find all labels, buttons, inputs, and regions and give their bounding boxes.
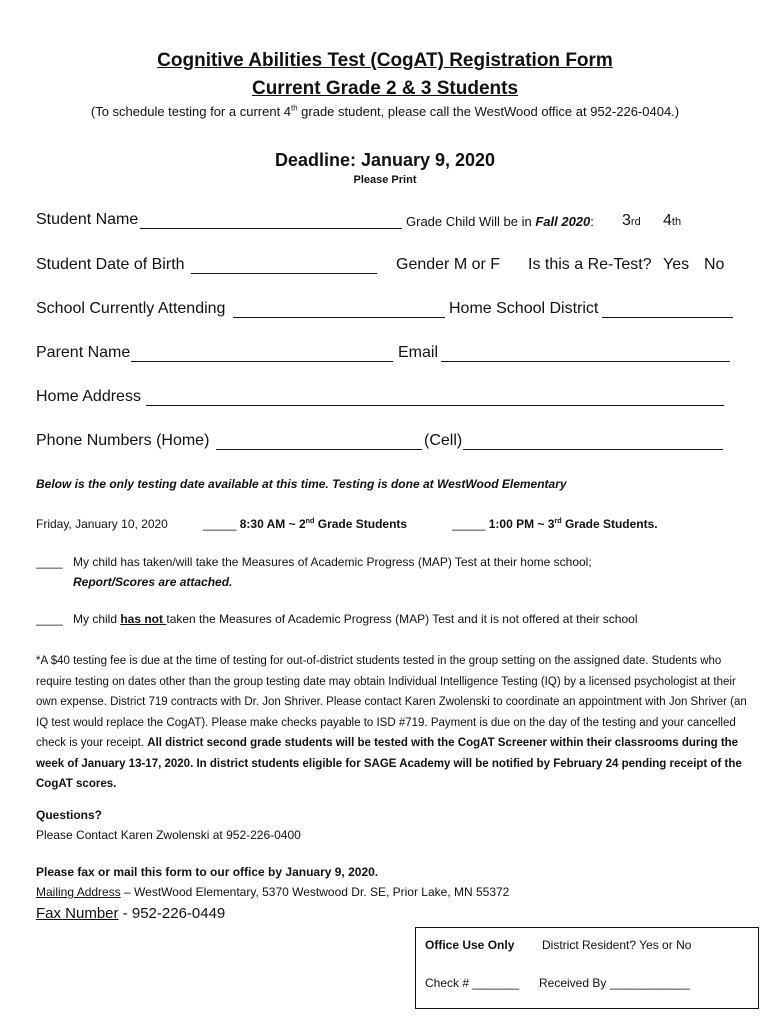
home-district-field[interactable] [602, 317, 733, 318]
testing-date: Friday, January 10, 2020 [36, 517, 168, 531]
header-note-sup: th [291, 103, 298, 113]
slot1-option[interactable] [203, 517, 407, 531]
deadline: Deadline: January 9, 2020 [274, 150, 496, 170]
office-use-title: Office Use Only [425, 938, 515, 952]
fee-text: *A $40 testing fee is due at the time of testing for out-of-district students tested in the group setting on the assigned date. Students who require testing on dates other than the group testing date may obtain Individual Intelligence Testing (IQ) by a licensed psychologist at their own expense. District 719 contracts with Dr. Jon Shriver. Please contact Karen Zwolenski to coordinate an appointment with Jon Shriver (an IQ test would replace the CogAT). Please make checks payable to ISD #719. Payment is due on the day of the testing and your cancelled check is your receipt. [36, 655, 747, 749]
grade-3-option[interactable] [622, 212, 641, 230]
testing-intro: Below is the only testing date available at this time. Testing is done at WestWood Elementary [36, 477, 567, 491]
form-subtitle: Current Grade 2 & 3 Students [251, 78, 519, 99]
map-option2-blank[interactable]: ____ [36, 612, 63, 626]
grade-4-option[interactable] [663, 212, 681, 230]
slot2-time: 1:00 PM ~ 3 [488, 517, 555, 531]
slot2-sup: rd [554, 516, 562, 525]
header-note-pre: (To schedule testing for a current 4 [90, 104, 292, 119]
fee-bold-text: All district second grade students will be tested with the CogAT Screener within their classrooms during the week of January 13-17, 2020. In district students eligible for SAGE Academy will be notified by February 24 pending receipt of the CogAT scores. [36, 737, 742, 790]
grade-fall: Fall 2020 [535, 214, 591, 229]
slot2-option[interactable] [452, 517, 658, 531]
home-district-label: Home School District [449, 300, 599, 317]
fax-label: Fax Number [36, 905, 119, 922]
home-address-field[interactable] [146, 405, 724, 406]
map-option2-text [73, 612, 637, 626]
please-print: Please Print [353, 174, 417, 186]
fax-number [36, 905, 225, 922]
home-address-label: Home Address [36, 388, 141, 405]
district-resident: District Resident? Yes or No [542, 938, 692, 952]
check-number: Check # _______ [425, 976, 520, 990]
cell-label: (Cell) [424, 432, 463, 449]
email-field[interactable] [441, 361, 730, 362]
grade-label [406, 214, 594, 229]
email-label: Email [398, 344, 439, 361]
school-label: School Currently Attending [36, 300, 226, 317]
questions-heading: Questions? [36, 808, 103, 822]
mailing-address [36, 885, 509, 899]
map-option1-text: My child has taken/will take the Measures of Academic Progress (MAP) Test at their home school; [73, 555, 592, 569]
grade-3-number: 3 [622, 212, 631, 229]
slot1-blank[interactable]: _____ [203, 517, 237, 531]
header-note [0, 104, 770, 119]
parent-name-field[interactable] [131, 361, 393, 362]
grade-label-text: Grade Child Will be in [406, 214, 536, 229]
phone-home-field[interactable] [216, 449, 422, 450]
fee-paragraph [36, 651, 748, 795]
cell-field[interactable] [463, 449, 723, 450]
retest-no[interactable]: No [704, 256, 725, 273]
office-use-box [415, 927, 759, 1009]
retest-yes[interactable]: Yes [663, 256, 690, 273]
mailing-value: – WestWood Elementary, 5370 Westwood Dr. SE, Prior Lake, MN 55372 [120, 885, 510, 899]
gender-option[interactable]: Gender M or F [396, 256, 501, 273]
map-option2-post: taken the Measures of Academic Progress (MAP) Test and it is not offered at their school [166, 612, 638, 626]
grade-4-suffix: th [671, 216, 682, 228]
school-field[interactable] [233, 317, 445, 318]
dob-label: Student Date of Birth [36, 256, 185, 273]
mailing-label: Mailing Address [36, 885, 121, 899]
slot2-blank[interactable]: _____ [452, 517, 486, 531]
map-option2-pre: My child [73, 612, 121, 626]
retest-label: Is this a Re-Test? [528, 256, 652, 273]
slot1-label: Grade Students [314, 517, 408, 531]
fax-value: - 952-226-0449 [118, 905, 226, 922]
dob-field[interactable] [191, 273, 377, 274]
form-title: Cognitive Abilities Test (CogAT) Registration Form [157, 50, 613, 71]
header-note-post: grade student, please call the WestWood office at 952-226-0404.) [297, 104, 680, 119]
student-name-field[interactable] [140, 228, 402, 229]
student-name-label: Student Name [36, 211, 139, 228]
received-by: Received By ____________ [539, 976, 690, 990]
phone-home-label: Phone Numbers (Home) [36, 432, 210, 449]
grade-colon: : [590, 214, 594, 229]
map-option1-blank[interactable]: ____ [36, 555, 63, 569]
map-option2-bold: has not [120, 612, 167, 626]
grade-4-number: 4 [663, 212, 672, 229]
contact-line: Please Contact Karen Zwolenski at 952-226-0400 [36, 828, 301, 842]
grade-3-suffix: rd [630, 216, 641, 228]
slot1-sup: nd [305, 516, 315, 525]
slot1-time: 8:30 AM ~ 2 [239, 517, 306, 531]
map-option1-attached: Report/Scores are attached. [73, 575, 233, 589]
slot2-label: Grade Students. [561, 517, 658, 531]
parent-name-label: Parent Name [36, 344, 131, 361]
fax-mail-instruction: Please fax or mail this form to our office by January 9, 2020. [36, 865, 379, 879]
